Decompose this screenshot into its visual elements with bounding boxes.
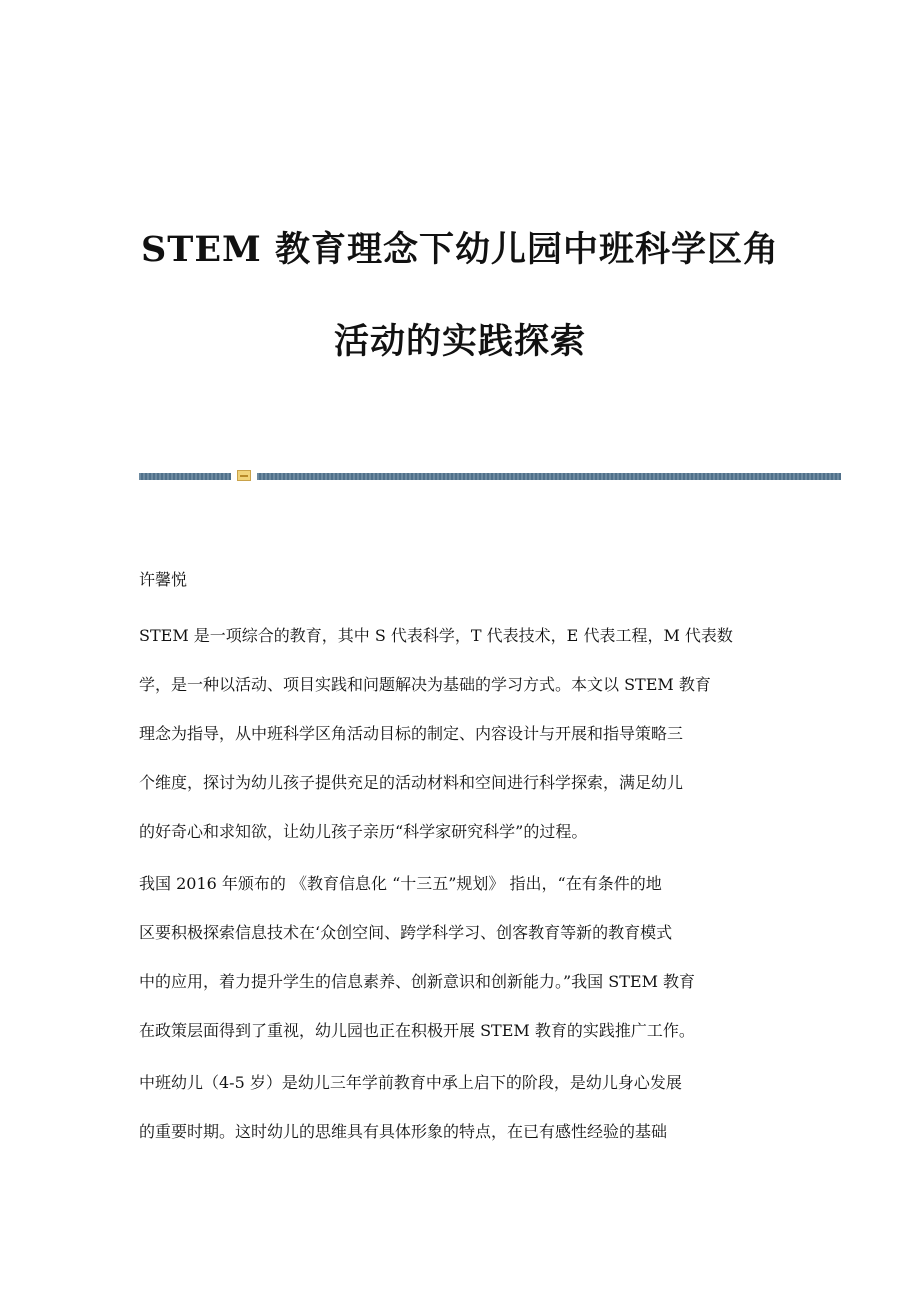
divider-ornament-icon [237,470,251,481]
text-line: 的好奇心和求知欲，让幼儿孩子亲历“科学家研究科学”的过程。 [139,822,588,841]
text-line: 学，是一种以活动、项目实践和问题解决为基础的学习方式。本文以 STEM 教育 [139,675,711,694]
divider-bar-left [139,473,231,480]
text-line: STEM 是一项综合的教育，其中 S 代表科学，T 代表技术，E 代表工程，M 代表数 [139,626,733,645]
text-line: 的重要时期。这时幼儿的思维具有具体形象的特点，在已有感性经验的基础 [139,1122,668,1141]
text-line: 我国 2016 年颁布的 《教育信息化 “十三五”规划》 指出，“在有条件的地 [139,874,662,893]
text-line: 区要积极探索信息技术在‘众创空间、跨学科学习、创客教育等新的教育模式 [139,923,673,942]
author-name: 许馨悦 [139,570,188,589]
divider-bar-right [257,473,841,480]
title-divider [139,470,841,482]
document-title-line-2: 活动的实践探索 [333,321,586,362]
text-line: 在政策层面得到了重视，幼儿园也正在积极开展 STEM 教育的实践推广工作。 [139,1021,695,1040]
document-title-line-1: STEM 教育理念下幼儿园中班科学区角 [141,229,779,270]
paragraph-middle-class [139,1071,781,1144]
text-line: 理念为指导，从中班科学区角活动目标的制定、内容设计与开展和指导策略三 [139,724,684,743]
paragraph-abstract [139,624,781,844]
text-line: 中的应用，着力提升学生的信息素养、创新意识和创新能力。”我国 STEM 教育 [139,972,696,991]
text-line: 个维度，探讨为幼儿孩子提供充足的活动材料和空间进行科学探索，满足幼儿 [139,773,684,792]
paragraph-policy [139,872,781,1043]
text-line: 中班幼儿（4-5 岁）是幼儿三年学前教育中承上启下的阶段，是幼儿身心发展 [139,1073,682,1092]
